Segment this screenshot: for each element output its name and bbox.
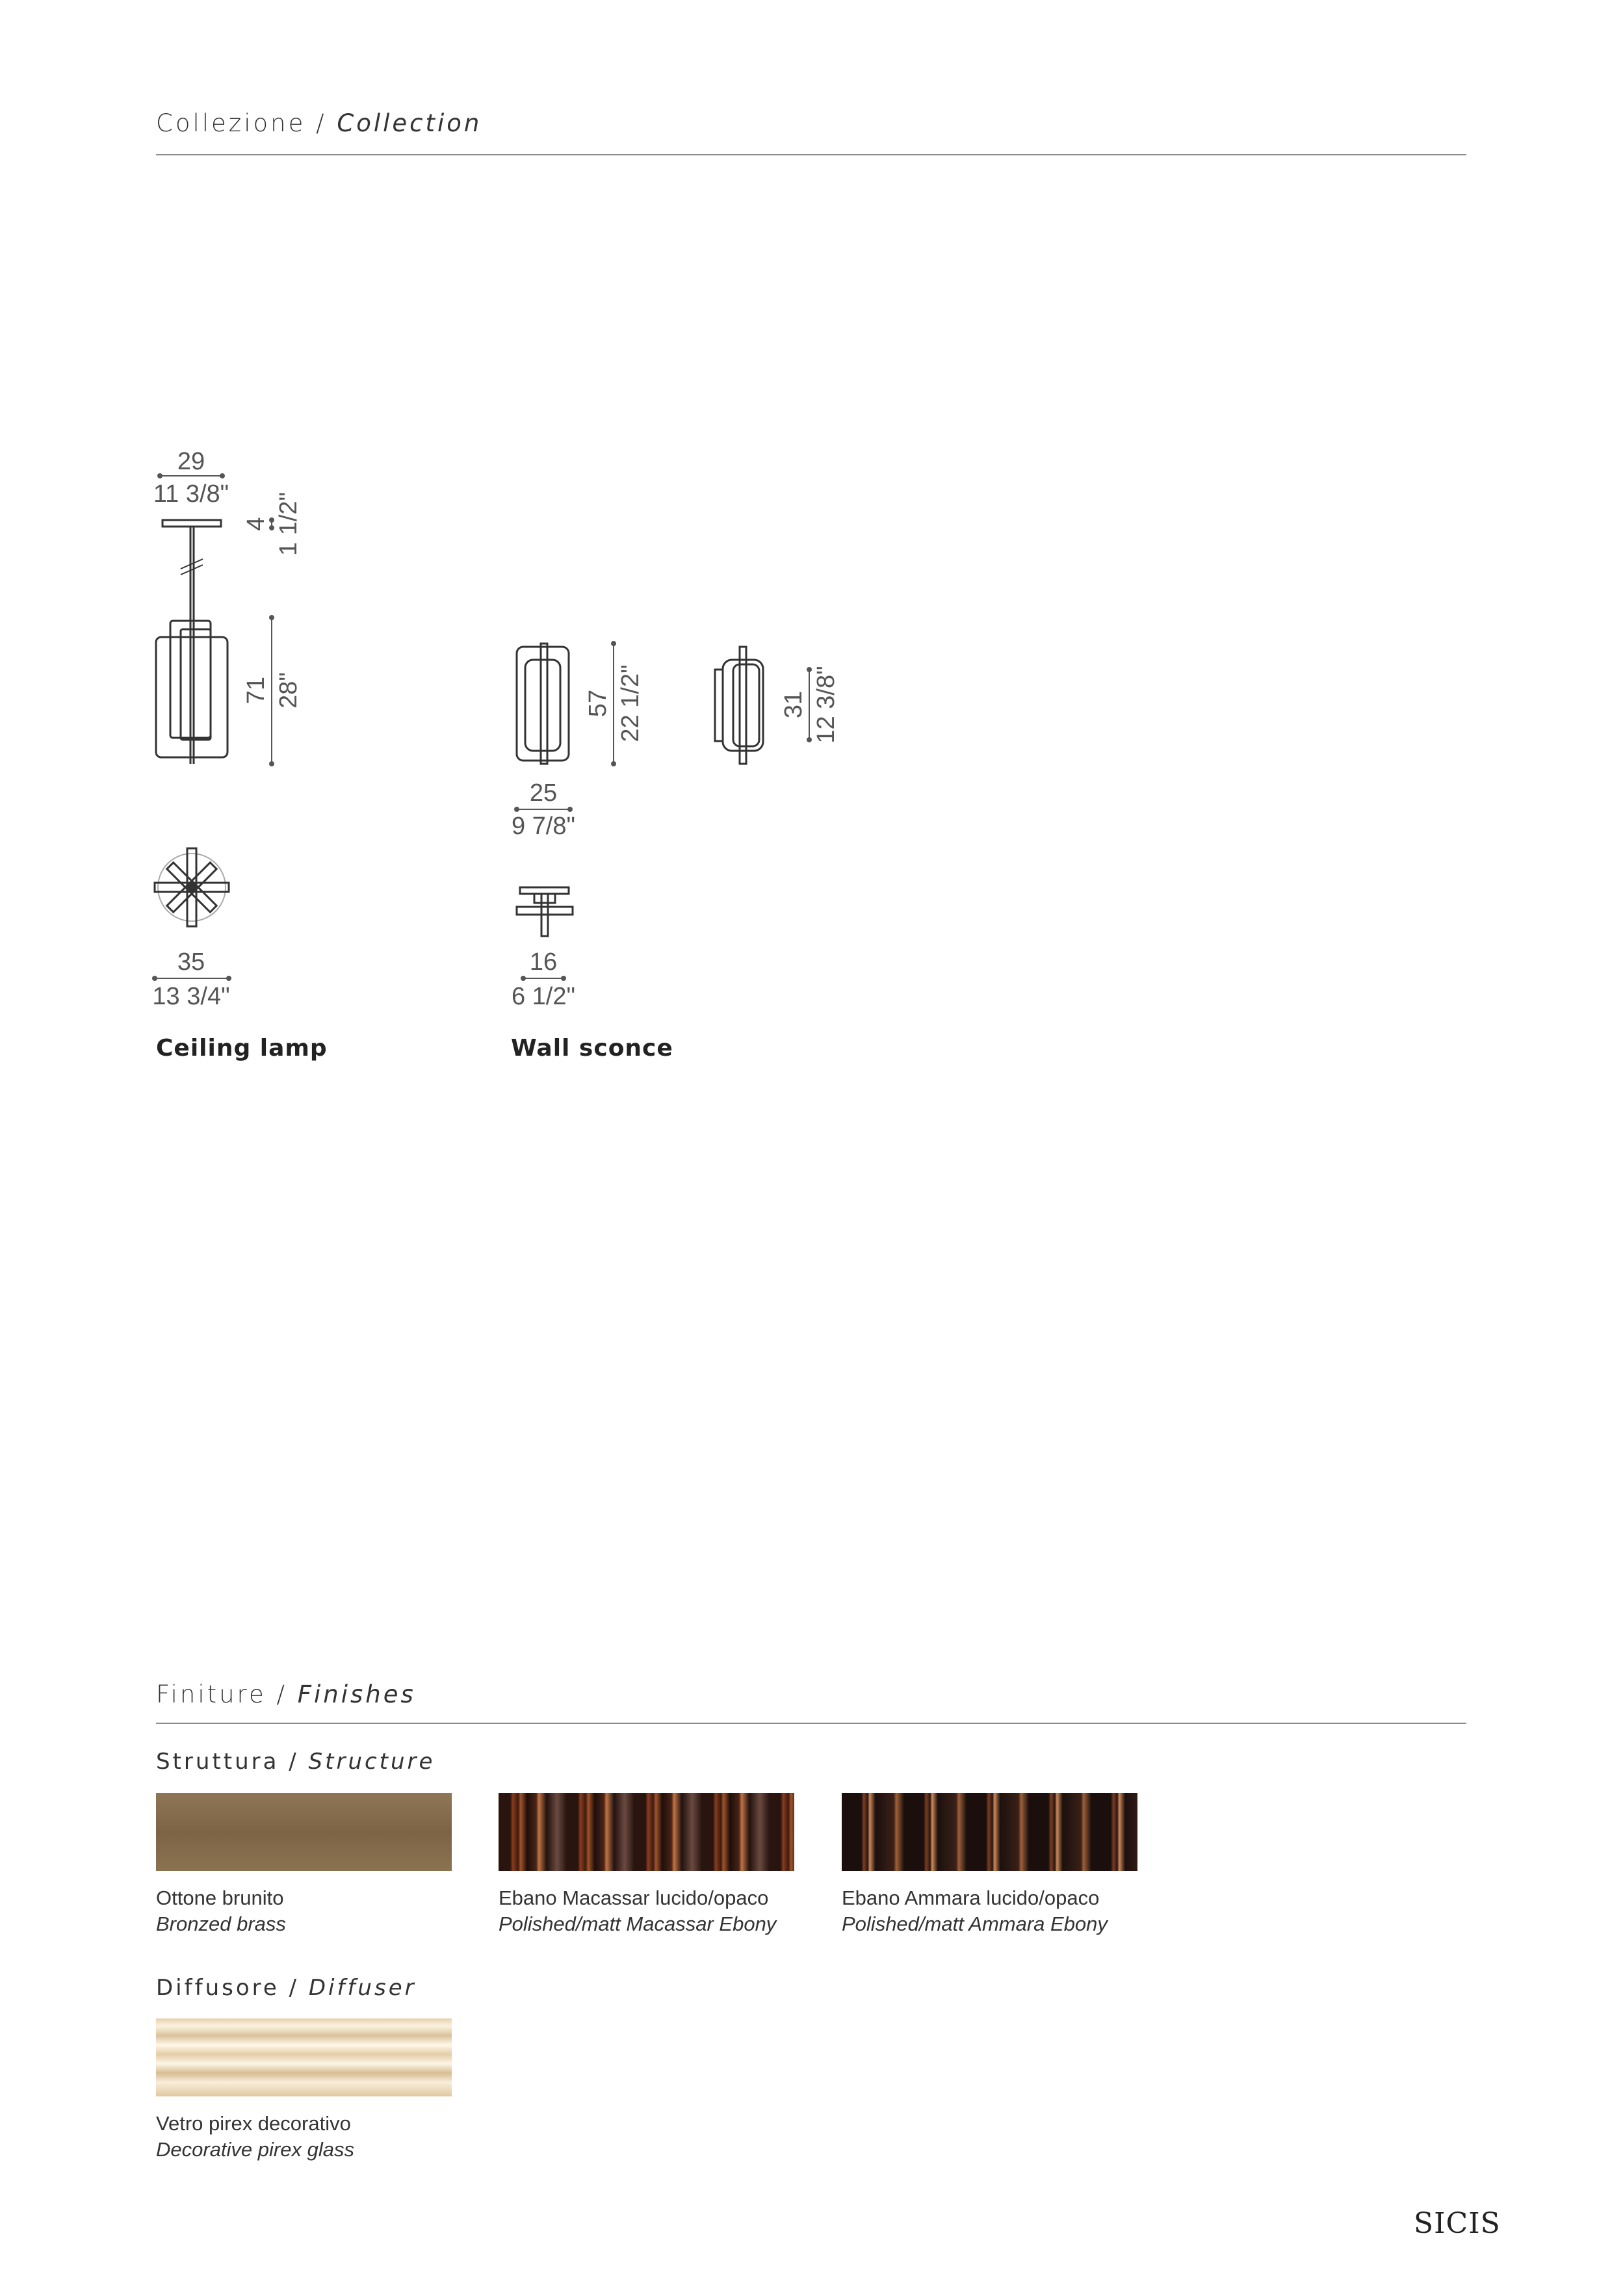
caption-pirex-glass: Vetro pirex decorativo Decorative pirex glass <box>156 2112 354 2161</box>
brand-logo: SICIS <box>1414 2207 1501 2240</box>
structure-title: Struttura / Structure <box>156 1749 435 1775</box>
ceiling-lamp-plan <box>149 844 235 931</box>
wall-front-h-cm: 57 <box>584 689 612 718</box>
swatch-macassar-ebony <box>499 1793 794 1871</box>
diffuser-title: Diffusore / Diffuser <box>156 1975 417 2001</box>
wall-side-dimensions <box>780 666 840 743</box>
caption-ammara-ebony: Ebano Ammara lucido/opaco Polished/matt Ammara Ebony <box>842 1886 1108 1935</box>
ceiling-plan-width-in: 13 3/4" <box>152 983 230 1010</box>
header-title-it: Collezione <box>156 109 306 137</box>
swatch-ammara-ebony <box>842 1793 1137 1871</box>
technical-drawings <box>0 0 1623 1105</box>
ceiling-canopy-h-cm: 4 <box>242 517 270 531</box>
wall-plan-w-cm: 16 <box>529 948 558 976</box>
wall-sconce-front <box>517 644 569 764</box>
wall-plan-dimensions <box>512 948 575 1010</box>
caption-bronzed-brass: Ottone brunito Bronzed brass <box>156 1886 286 1935</box>
swatch-pirex-glass <box>156 2018 452 2096</box>
ceiling-lamp-elevation <box>156 520 227 764</box>
wall-side-h-cm: 31 <box>780 690 807 719</box>
ceiling-top-width-in: 11 3/8" <box>153 480 229 508</box>
caption-macassar-ebony: Ebano Macassar lucido/opaco Polished/matt Macassar Ebony <box>499 1886 777 1935</box>
wall-front-w-cm: 25 <box>529 779 558 807</box>
wall-plan-w-in: 6 1/2" <box>511 983 576 1010</box>
header-title: Collezione / Collection <box>156 109 482 137</box>
ceiling-body-h-in: 28" <box>275 672 302 709</box>
ceiling-body-h-cm: 71 <box>242 676 270 705</box>
product-ceiling-lamp: Ceiling lamp <box>156 1035 328 1062</box>
wall-sconce-side <box>715 647 763 764</box>
product-wall-sconce: Wall sconce <box>511 1035 673 1062</box>
ceiling-top-width-cm: 29 <box>177 448 205 475</box>
wall-sconce-plan <box>517 887 573 936</box>
swatch-bronzed-brass <box>156 1793 452 1871</box>
finishes-rule <box>156 1723 1466 1724</box>
wall-front-h-in: 22 1/2" <box>617 664 644 742</box>
wall-side-h-in: 12 3/8" <box>812 666 840 744</box>
wall-front-w-in: 9 7/8" <box>511 813 576 840</box>
ceiling-plan-dimensions <box>152 948 231 1010</box>
wall-front-dimensions <box>512 641 644 840</box>
header-title-en: Collection <box>337 109 482 137</box>
finishes-title: Finiture / Finishes <box>156 1680 416 1708</box>
ceiling-canopy-h-in: 1 1/2" <box>275 491 302 556</box>
ceiling-plan-width-cm: 35 <box>177 948 205 976</box>
